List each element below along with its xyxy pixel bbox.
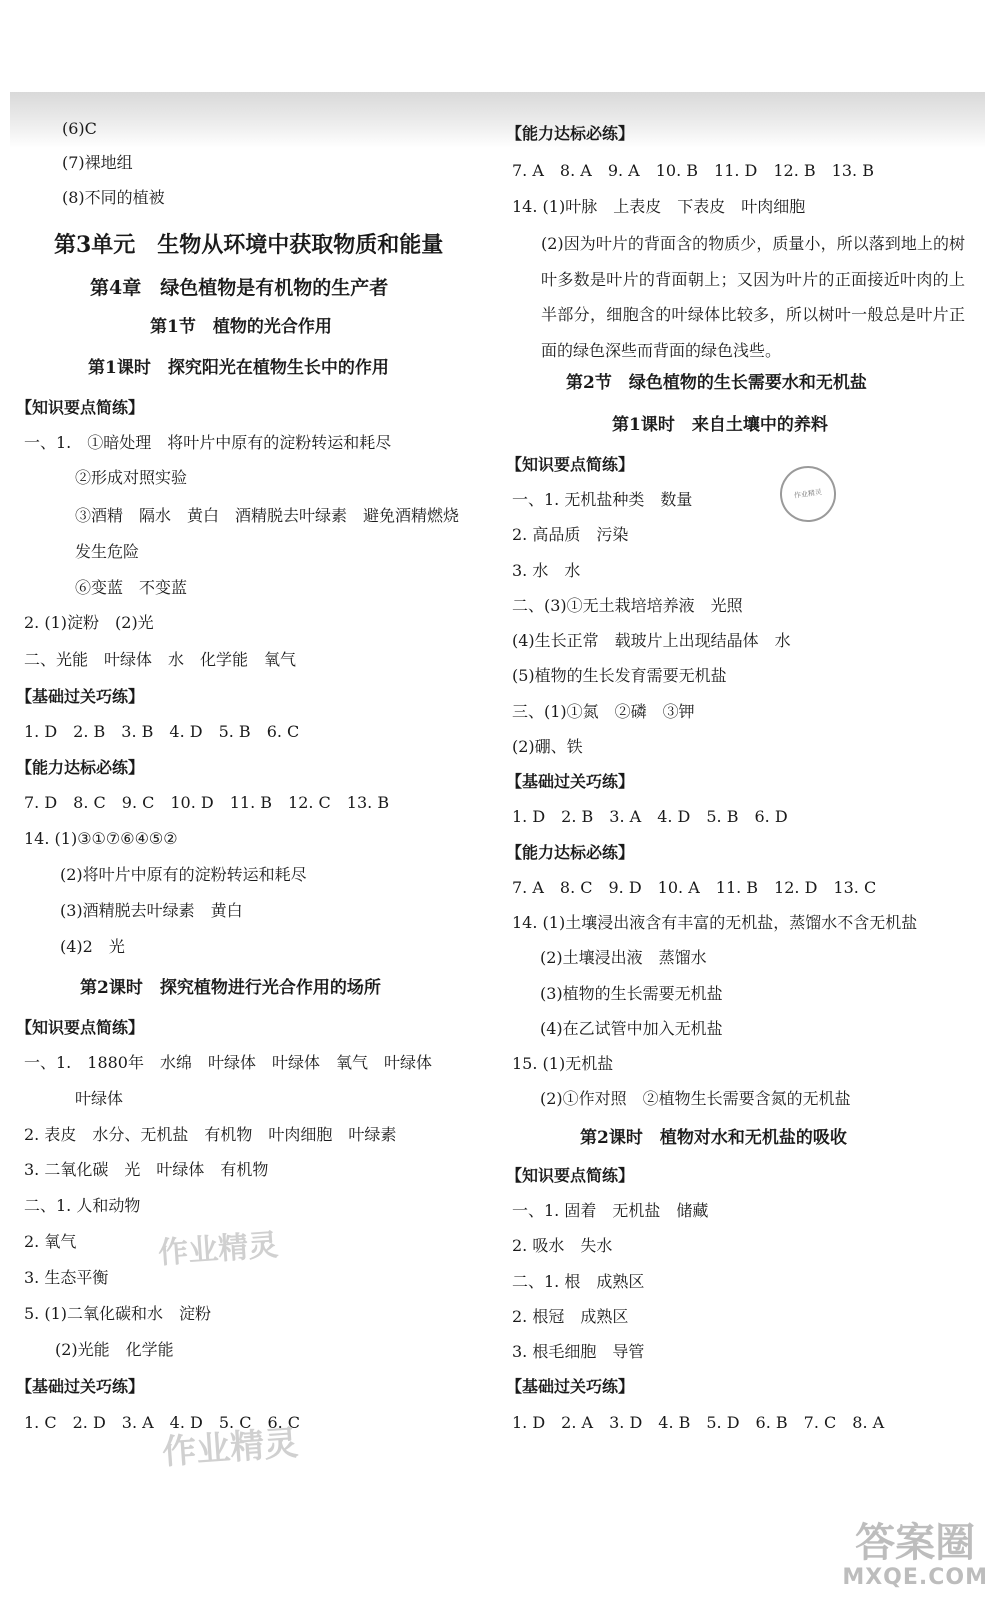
answer-line: 2. 氧气 — [24, 1232, 77, 1251]
answer-line: 14. (1)叶脉 上表皮 下表皮 叶肉细胞 — [512, 197, 806, 216]
answer-line: 1. D 2. A 3. D 4. B 5. D 6. B 7. C 8. A — [512, 1413, 885, 1432]
answer-line: (5)植物的生长发育需要无机盐 — [512, 666, 727, 685]
answer-line: 一、1. 1880年 水绵 叶绿体 叶绿体 氧气 叶绿体 — [24, 1053, 432, 1072]
answer-line: (4)2 光 — [60, 937, 125, 956]
section-header: 【知识要点简练】 — [506, 455, 635, 474]
section-header: 【基础过关巧练】 — [506, 1377, 635, 1396]
answer-paragraph: (2)因为叶片的背面含的物质少，质量小，所以落到地上的树叶多数是叶片的背面朝上；又因为叶片的正面接近叶肉的上半部分，细胞含的叶绿体比较多，所以树叶一般总是叶片正面的绿色深些而背面的绿色浅些。 — [541, 234, 965, 360]
answer-line: 发生危险 — [75, 542, 140, 561]
answer-line: (4)在乙试管中加入无机盐 — [540, 1019, 723, 1038]
section-header: 【能力达标必练】 — [16, 758, 145, 777]
answer-line: (3)酒精脱去叶绿素 黄白 — [60, 901, 243, 920]
site-logo — [842, 1521, 988, 1590]
lesson-title: 第1课时 来自土壤中的养料 — [612, 415, 828, 435]
answer-line: 三、(1)①氮 ②磷 ③钾 — [512, 702, 695, 721]
answer-line: (7)裸地组 — [62, 153, 133, 172]
section-header: 【知识要点简练】 — [16, 398, 145, 417]
section-title: 第2节 绿色植物的生长需要水和无机盐 — [566, 373, 867, 393]
answer-line: ③酒精 隔水 黄白 酒精脱去叶绿素 避免酒精燃烧 — [75, 506, 460, 525]
answer-line: (8)不同的植被 — [62, 188, 165, 207]
answer-line: (2)光能 化学能 — [55, 1340, 174, 1359]
section-header: 【基础过关巧练】 — [16, 687, 145, 706]
answer-line: 二、1. 人和动物 — [24, 1196, 141, 1215]
answer-line: 2. 高品质 污染 — [512, 525, 629, 544]
watermark-text: 作业精灵 — [161, 1423, 300, 1473]
answer-line: 3. 二氧化碳 光 叶绿体 有机物 — [24, 1160, 269, 1179]
answer-line: 3. 生态平衡 — [24, 1268, 109, 1287]
answer-line: (3)植物的生长需要无机盐 — [540, 984, 723, 1003]
answer-line: (2)土壤浸出液 蒸馏水 — [540, 948, 707, 967]
answer-line: 7. D 8. C 9. C 10. D 11. B 12. C 13. B — [24, 793, 390, 812]
answer-line: 1. C 2. D 3. A 4. D 5. C 6. C — [24, 1413, 301, 1432]
section-header: 【知识要点简练】 — [506, 1166, 635, 1185]
lesson-title: 第2课时 探究植物进行光合作用的场所 — [80, 978, 381, 998]
answer-line: (2)将叶片中原有的淀粉转运和耗尽 — [60, 865, 307, 884]
lesson-title: 第1课时 探究阳光在植物生长中的作用 — [88, 358, 389, 378]
site-logo-mark: 答案圈 — [855, 1520, 976, 1566]
answer-line: 1. D 2. B 3. A 4. D 5. B 6. D — [512, 807, 788, 826]
answer-line: (2)硼、铁 — [512, 737, 583, 756]
answer-line: ⑥变蓝 不变蓝 — [75, 578, 188, 597]
answer-line: 2. (1)淀粉 (2)光 — [24, 613, 154, 632]
watermark-text: 作业精灵 — [157, 1227, 280, 1272]
section-header: 【能力达标必练】 — [506, 124, 635, 143]
answer-line: 2. 吸水 失水 — [512, 1236, 613, 1255]
answer-line: 一、1. ①暗处理 将叶片中原有的淀粉转运和耗尽 — [24, 433, 392, 452]
answer-line: (2)①作对照 ②植物生长需要含氮的无机盐 — [540, 1089, 851, 1108]
section-header: 【基础过关巧练】 — [506, 772, 635, 791]
lesson-title: 第2课时 植物对水和无机盐的吸收 — [580, 1128, 847, 1148]
section-header: 【知识要点简练】 — [16, 1018, 145, 1037]
answer-line: 二、光能 叶绿体 水 化学能 氧气 — [24, 650, 297, 669]
answer-line: 3. 水 水 — [512, 561, 581, 580]
answer-line: 叶绿体 — [75, 1089, 124, 1108]
answer-line: 一、1. 无机盐种类 数量 — [512, 490, 693, 509]
watermark-stamp: 作业精灵 — [776, 462, 839, 525]
answer-line: 5. (1)二氧化碳和水 淀粉 — [24, 1304, 212, 1323]
answer-line: 2. 根冠 成熟区 — [512, 1307, 629, 1326]
answer-line: 3. 根毛细胞 导管 — [512, 1342, 645, 1361]
unit-title: 第3单元 生物从环境中获取物质和能量 — [54, 232, 444, 258]
answer-line: 14. (1)③①⑦⑥④⑤② — [24, 829, 178, 848]
answer-line: 2. 表皮 水分、无机盐 有机物 叶肉细胞 叶绿素 — [24, 1125, 397, 1144]
answer-line: (4)生长正常 载玻片上出现结晶体 水 — [512, 631, 791, 650]
chapter-title: 第4章 绿色植物是有机物的生产者 — [90, 277, 389, 299]
answer-line: 二、(3)①无土栽培培养液 光照 — [512, 596, 743, 615]
site-logo-url: MXQE.COM — [842, 1565, 988, 1590]
answer-line: 14. (1)土壤浸出液含有丰富的无机盐，蒸馏水不含无机盐 — [512, 913, 918, 932]
answer-line: ②形成对照实验 — [75, 468, 188, 487]
section-header: 【能力达标必练】 — [506, 843, 635, 862]
answer-line: 1. D 2. B 3. B 4. D 5. B 6. C — [24, 722, 300, 741]
answer-line: 7. A 8. A 9. A 10. B 11. D 12. B 13. B — [512, 161, 874, 180]
answer-line: 二、1. 根 成熟区 — [512, 1272, 645, 1291]
answer-line: 7. A 8. C 9. D 10. A 11. B 12. D 13. C — [512, 878, 877, 897]
scan-shadow-band — [10, 92, 985, 148]
answer-line: 一、1. 固着 无机盐 储藏 — [512, 1201, 709, 1220]
section-title: 第1节 植物的光合作用 — [150, 317, 332, 337]
page-top-margin — [0, 0, 1000, 92]
answer-line: 15. (1)无机盐 — [512, 1054, 614, 1073]
section-header: 【基础过关巧练】 — [16, 1377, 145, 1396]
answer-line: (6)C — [62, 119, 97, 138]
